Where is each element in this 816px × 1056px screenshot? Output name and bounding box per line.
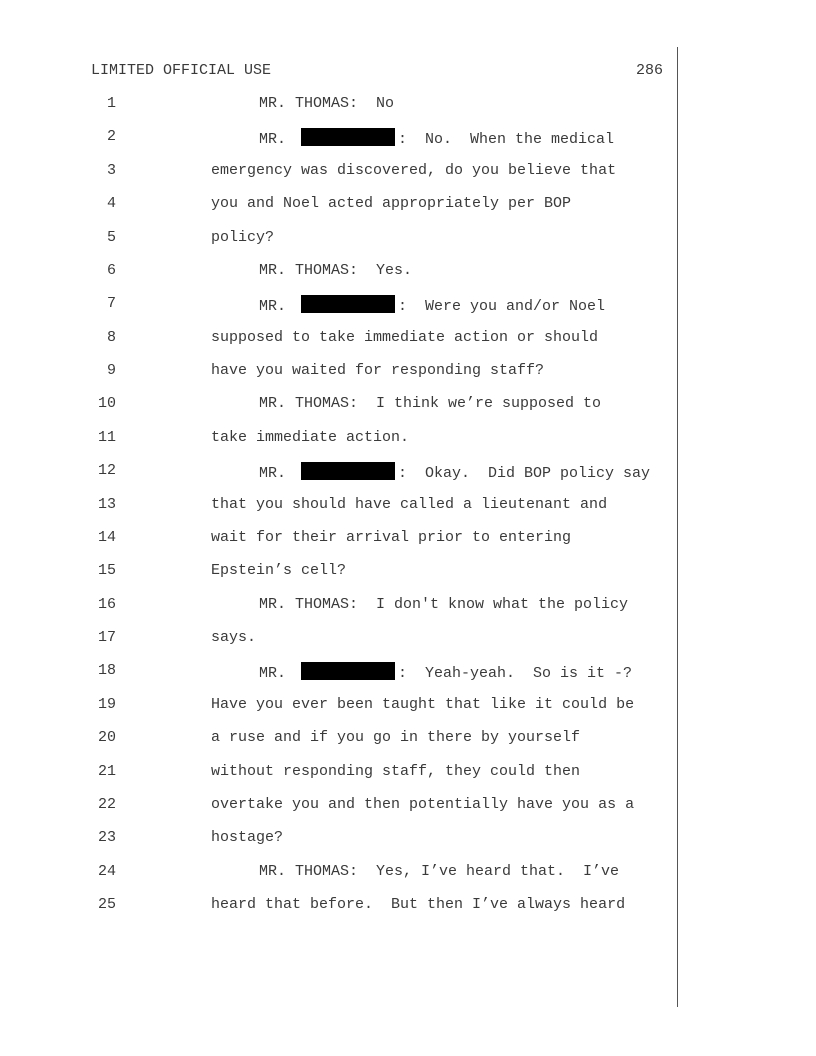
line-text-segment: : Were you and/or Noel (398, 298, 606, 316)
line-text-segment: have you waited for responding staff? (211, 362, 545, 380)
line-text (211, 195, 571, 212)
transcript-line (0, 562, 816, 586)
transcript-line (0, 829, 816, 853)
line-text-segment: : Yeah-yeah. So is it -? (398, 665, 633, 683)
line-number: 13 (97, 495, 116, 513)
line-text-segment: MR. (259, 131, 296, 149)
transcript-line (0, 128, 816, 152)
header-title: LIMITED OFFICIAL USE (91, 62, 272, 79)
line-text (211, 229, 274, 246)
line-number: 10 (97, 395, 116, 413)
line-text-segment: heard that before. But then I’ve always heard (211, 896, 626, 914)
line-number: 11 (97, 428, 116, 446)
line-text (211, 162, 616, 179)
transcript-line (0, 395, 816, 419)
line-number: 17 (97, 629, 116, 647)
line-number: 18 (97, 662, 116, 680)
line-text (211, 796, 634, 813)
transcript-line (0, 262, 816, 286)
line-text-segment: MR. THOMAS: I think we’re supposed to (259, 395, 602, 413)
line-text (211, 329, 598, 346)
line-number: 19 (97, 695, 116, 713)
line-text-segment: wait for their arrival prior to entering (211, 528, 572, 546)
line-number: 14 (97, 528, 116, 546)
line-number: 1 (106, 95, 116, 112)
transcript-line (0, 729, 816, 753)
line-text-segment: emergency was discovered, do you believe that (211, 161, 617, 179)
transcript-line (0, 696, 816, 720)
line-text (211, 562, 346, 579)
line-text-segment: you and Noel acted appropriately per BOP (211, 195, 572, 213)
line-text-segment: MR. (259, 465, 296, 483)
transcript-line (0, 462, 816, 486)
line-text-segment: take immediate action. (211, 428, 410, 446)
redaction-box (301, 462, 395, 480)
line-text (259, 462, 650, 482)
line-text-segment: policy? (211, 228, 275, 246)
line-text (211, 896, 625, 913)
transcript-line (0, 295, 816, 319)
line-text (259, 295, 605, 315)
transcript-line (0, 95, 816, 119)
transcript-line (0, 796, 816, 820)
line-number: 3 (106, 161, 116, 179)
redaction-box (301, 128, 395, 146)
transcript-line (0, 896, 816, 920)
redaction-box (301, 295, 395, 313)
transcript-line (0, 496, 816, 520)
line-text-segment: : Okay. Did BOP policy say (398, 465, 651, 483)
line-text (211, 362, 544, 379)
transcript-line (0, 863, 816, 887)
line-text-segment: without responding staff, they could then (211, 762, 581, 780)
transcript-line (0, 662, 816, 686)
line-text (259, 395, 601, 412)
line-number: 4 (106, 195, 116, 213)
line-text-segment: MR. (259, 665, 296, 683)
line-text-segment: hostage? (211, 829, 284, 847)
transcript-line (0, 763, 816, 787)
line-text (259, 262, 412, 279)
line-number: 15 (97, 562, 116, 580)
line-text-segment: Epstein’s cell? (211, 562, 347, 580)
line-text (211, 729, 580, 746)
transcript-line (0, 162, 816, 186)
transcript-line (0, 362, 816, 386)
line-text (259, 95, 394, 112)
line-text (211, 429, 409, 446)
line-text-segment: that you should have called a lieutenant and (211, 495, 608, 513)
page-number: 286 (636, 62, 664, 79)
line-text-segment: says. (211, 629, 257, 647)
line-text (259, 863, 619, 880)
line-text-segment: MR. THOMAS: Yes, I’ve heard that. I’ve (259, 862, 620, 880)
line-text-segment: : No. When the medical (398, 131, 615, 149)
transcript-line (0, 329, 816, 353)
line-number: 21 (97, 762, 116, 780)
line-text (211, 629, 256, 646)
redaction-box (301, 662, 395, 680)
line-number: 23 (97, 829, 116, 847)
line-number: 5 (106, 228, 116, 246)
line-number: 6 (106, 261, 116, 279)
line-text-segment: MR. THOMAS: Yes. (259, 261, 413, 279)
line-text-segment: MR. (259, 298, 296, 316)
line-number: 16 (97, 595, 116, 613)
line-number: 9 (106, 362, 116, 380)
line-text (211, 763, 580, 780)
line-text (259, 596, 628, 613)
transcript-line (0, 229, 816, 253)
transcript-line (0, 429, 816, 453)
line-number: 25 (97, 896, 116, 914)
line-text (259, 662, 632, 682)
line-text (211, 829, 283, 846)
line-number: 2 (106, 128, 116, 146)
line-text (211, 496, 607, 513)
line-number: 24 (97, 862, 116, 880)
line-text-segment: overtake you and then potentially have you as a (211, 795, 635, 813)
line-text-segment: MR. THOMAS: I don't know what the policy (259, 595, 629, 613)
line-number: 22 (97, 795, 116, 813)
line-text-segment: supposed to take immediate action or should (211, 328, 599, 346)
transcript-line (0, 529, 816, 553)
transcript-line (0, 195, 816, 219)
line-number: 7 (106, 295, 116, 313)
line-text-segment: Have you ever been taught that like it could be (211, 695, 635, 713)
line-text (211, 529, 571, 546)
line-text (211, 696, 634, 713)
transcript-line (0, 596, 816, 620)
line-number: 12 (97, 462, 116, 480)
line-text (259, 128, 614, 148)
line-text-segment: a ruse and if you go in there by yourself (211, 729, 581, 747)
line-number: 20 (97, 729, 116, 747)
transcript-line (0, 629, 816, 653)
line-text-segment: MR. THOMAS: No (259, 95, 395, 112)
line-number: 8 (106, 328, 116, 346)
